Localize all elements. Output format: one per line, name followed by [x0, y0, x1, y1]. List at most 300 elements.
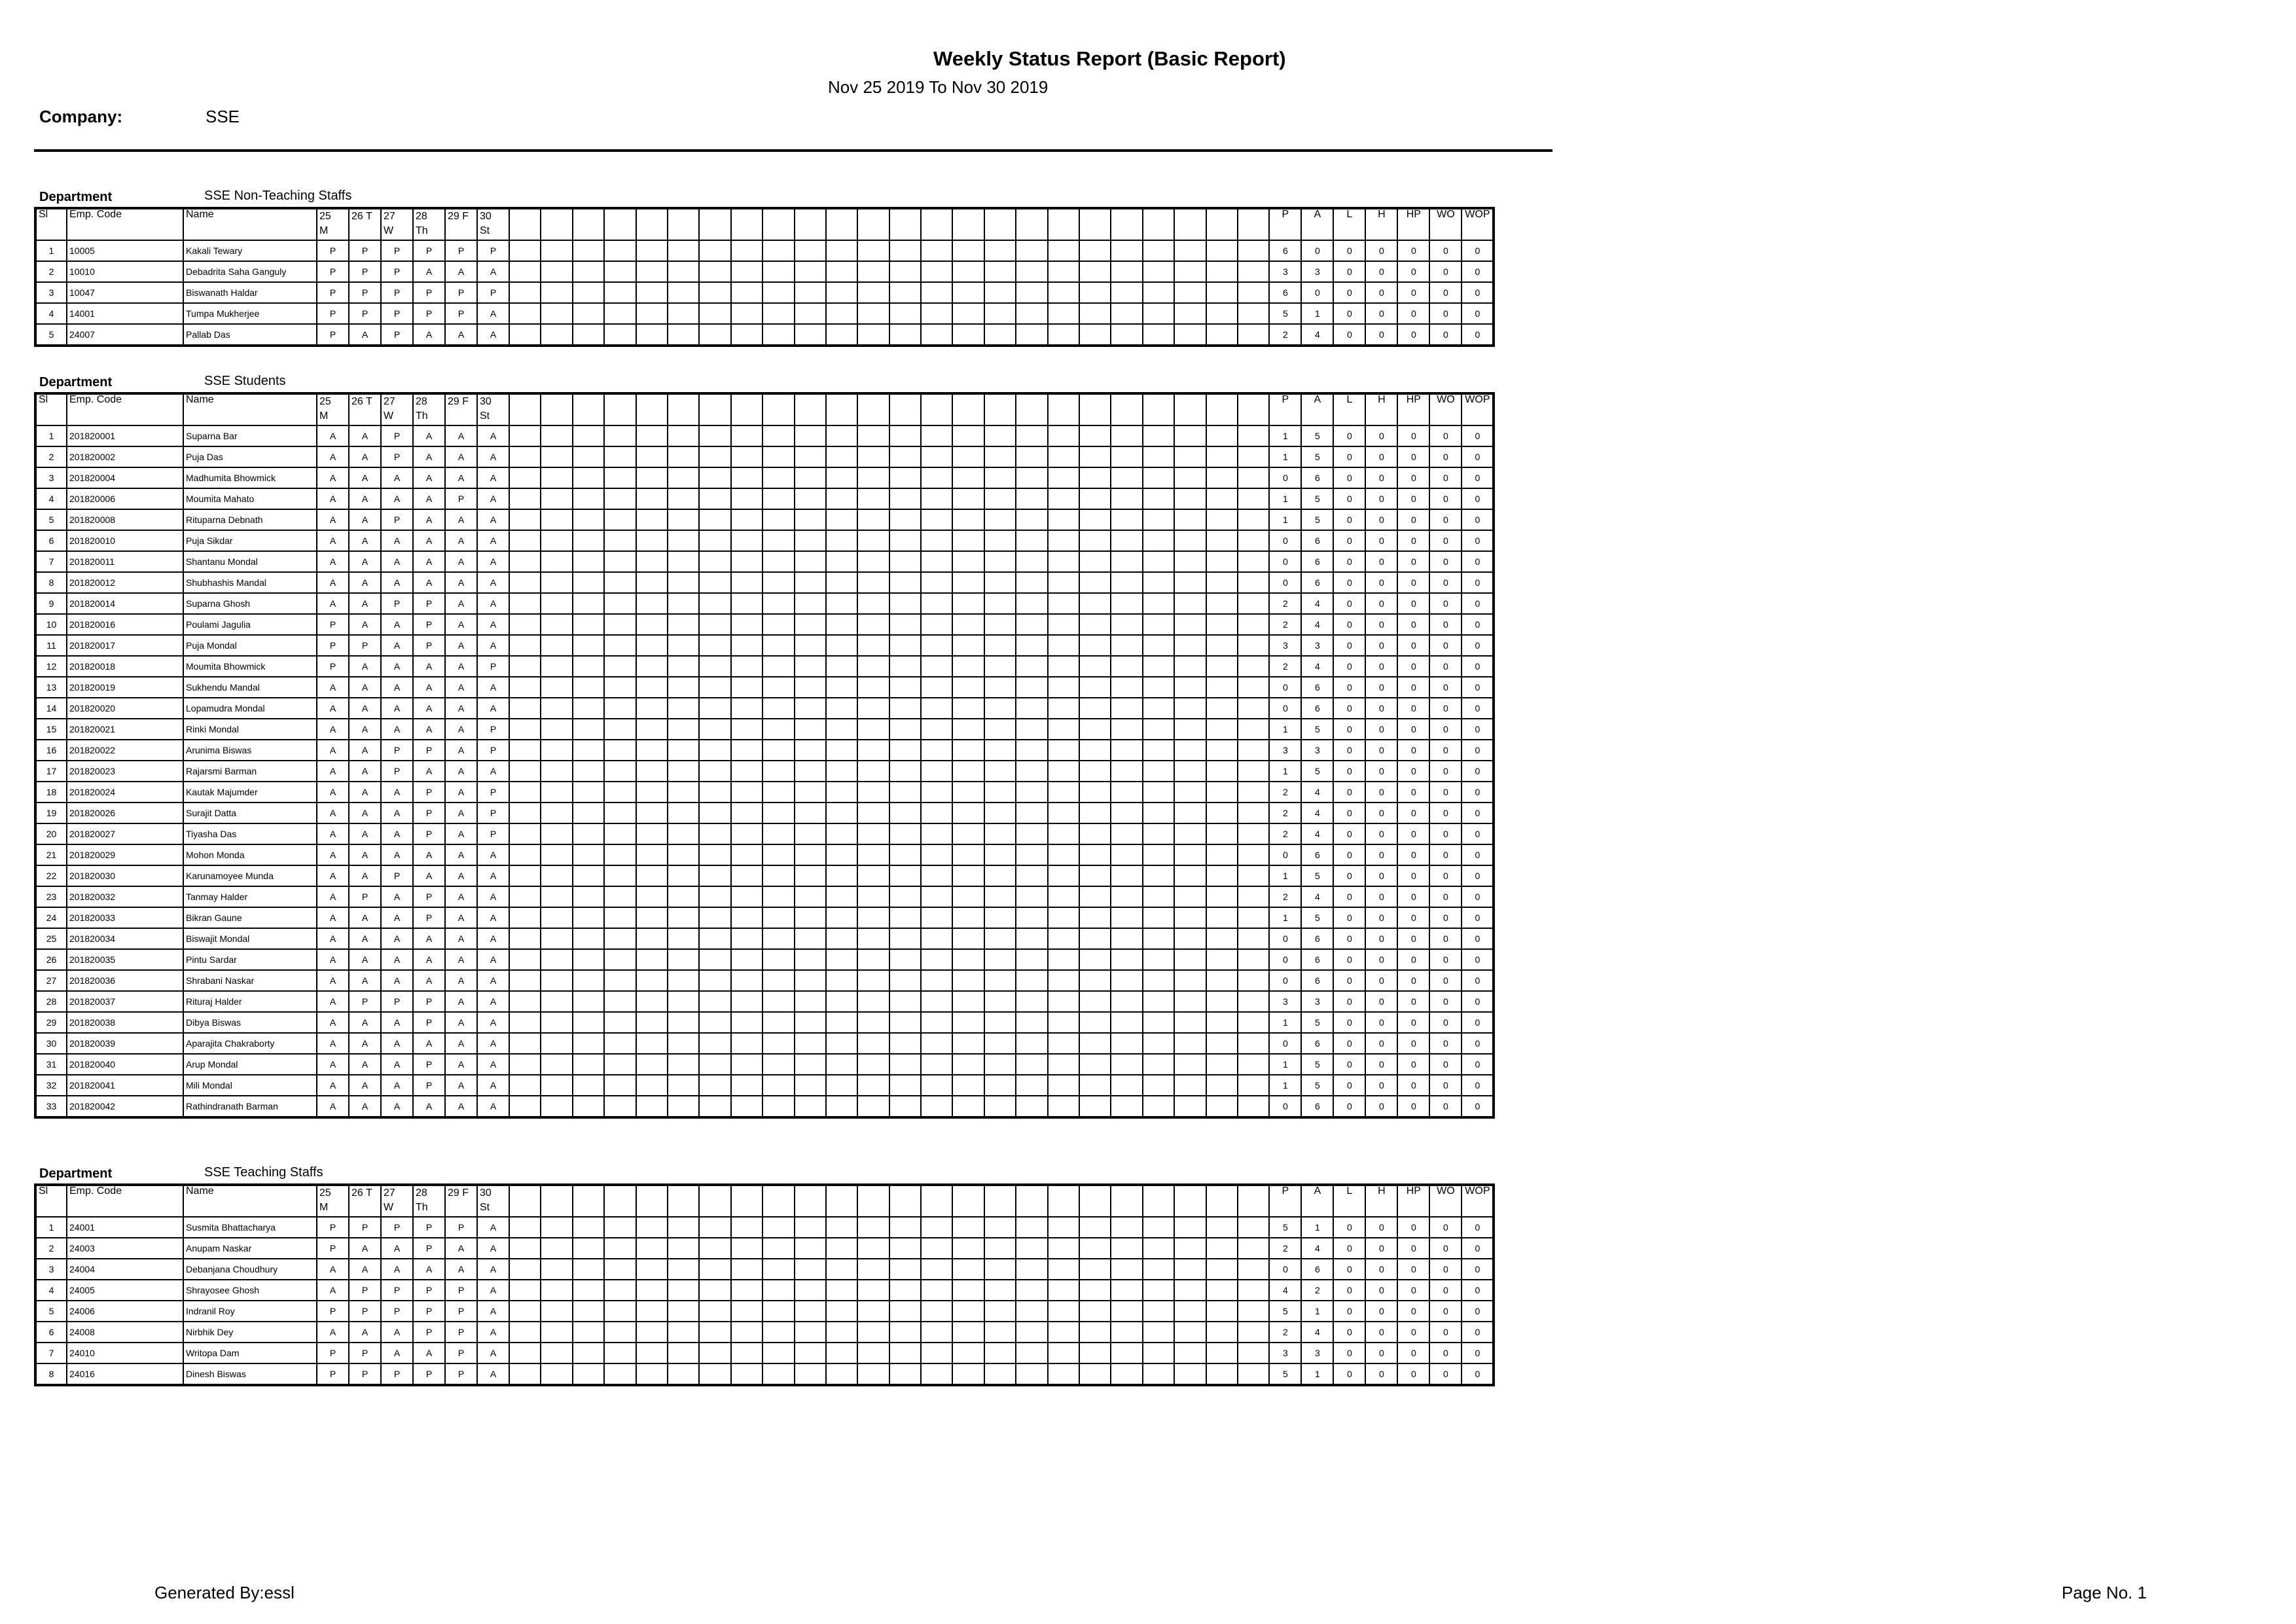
- cell-empty: [1206, 719, 1238, 740]
- header-day-date: 27: [384, 396, 395, 407]
- cell-empty: [795, 949, 826, 970]
- header-emp-code: Emp. Code: [67, 208, 183, 240]
- table-row: [35, 761, 1494, 782]
- cell-empty: [668, 698, 699, 719]
- cell-empty: [731, 593, 762, 614]
- table-row: [35, 1096, 1494, 1117]
- cell-name: Susmita Bhattacharya: [183, 1217, 317, 1238]
- cell-summary: 0: [1462, 1238, 1494, 1259]
- cell-empty: [636, 907, 668, 928]
- header-empty-cell: [826, 208, 857, 240]
- cell-empty: [762, 324, 794, 346]
- cell-empty: [1143, 282, 1174, 303]
- cell-empty: [1016, 991, 1047, 1012]
- cell-empty: [1048, 719, 1079, 740]
- cell-day-status: A: [413, 446, 445, 467]
- cell-day-status: A: [349, 761, 381, 782]
- cell-summary: 3: [1301, 635, 1333, 656]
- header-empty-cell: [731, 208, 762, 240]
- header-day-date: 25: [319, 211, 331, 222]
- cell-empty: [541, 530, 572, 551]
- cell-day-status: A: [349, 551, 381, 572]
- cell-empty: [952, 509, 984, 530]
- cell-day-status: A: [381, 1343, 413, 1363]
- cell-empty: [984, 1096, 1016, 1117]
- cell-day-status: P: [413, 1238, 445, 1259]
- cell-empty: [1143, 593, 1174, 614]
- cell-empty: [1079, 928, 1111, 949]
- cell-empty: [795, 551, 826, 572]
- cell-day-status: A: [349, 1033, 381, 1054]
- cell-day-status: A: [349, 593, 381, 614]
- cell-empty: [857, 467, 889, 488]
- cell-empty: [795, 572, 826, 593]
- cell-empty: [636, 446, 668, 467]
- cell-summary: 5: [1301, 865, 1333, 886]
- cell-summary: 0: [1429, 928, 1462, 949]
- cell-empty: [509, 1238, 541, 1259]
- cell-empty: [1016, 865, 1047, 886]
- cell-empty: [668, 1259, 699, 1280]
- cell-summary: 0: [1462, 865, 1494, 886]
- header-empty-cell: [541, 393, 572, 425]
- cell-empty: [573, 803, 604, 823]
- cell-day-status: P: [477, 803, 509, 823]
- cell-empty: [795, 614, 826, 635]
- cell-empty: [1111, 1012, 1142, 1033]
- cell-empty: [668, 1033, 699, 1054]
- cell-summary: 5: [1301, 761, 1333, 782]
- header-empty-cell: [1238, 208, 1269, 240]
- header-day-date: 25: [319, 396, 331, 407]
- cell-summary: 3: [1301, 261, 1333, 282]
- cell-empty: [573, 1075, 604, 1096]
- cell-day-status: P: [413, 782, 445, 803]
- cell-empty: [1206, 844, 1238, 865]
- cell-summary: 3: [1301, 1343, 1333, 1363]
- cell-empty: [604, 719, 636, 740]
- table-row: [35, 1033, 1494, 1054]
- cell-empty: [952, 823, 984, 844]
- cell-empty: [731, 446, 762, 467]
- cell-empty: [1174, 446, 1206, 467]
- cell-empty: [921, 425, 952, 446]
- cell-empty: [1143, 1217, 1174, 1238]
- cell-sl: 13: [35, 677, 67, 698]
- cell-day-status: P: [381, 303, 413, 324]
- cell-day-status: A: [317, 803, 349, 823]
- cell-day-status: A: [445, 991, 477, 1012]
- cell-empty: [1016, 949, 1047, 970]
- cell-empty: [1079, 635, 1111, 656]
- cell-empty: [1206, 1301, 1238, 1322]
- cell-day-status: A: [477, 551, 509, 572]
- cell-empty: [1238, 1343, 1269, 1363]
- cell-empty: [573, 572, 604, 593]
- cell-empty: [889, 928, 921, 949]
- cell-empty: [541, 1301, 572, 1322]
- cell-empty: [604, 970, 636, 991]
- cell-day-status: A: [445, 572, 477, 593]
- cell-emp-code: 201820033: [67, 907, 183, 928]
- cell-empty: [604, 886, 636, 907]
- cell-name: Sukhendu Mandal: [183, 677, 317, 698]
- cell-empty: [795, 1280, 826, 1301]
- cell-empty: [1206, 886, 1238, 907]
- cell-empty: [857, 509, 889, 530]
- header-empty-cell: [509, 208, 541, 240]
- cell-day-status: A: [445, 970, 477, 991]
- cell-empty: [731, 1363, 762, 1385]
- cell-empty: [509, 1217, 541, 1238]
- cell-empty: [952, 261, 984, 282]
- cell-empty: [889, 635, 921, 656]
- cell-empty: [573, 844, 604, 865]
- cell-summary: 0: [1397, 740, 1429, 761]
- cell-empty: [762, 928, 794, 949]
- cell-empty: [762, 572, 794, 593]
- table-row: [35, 949, 1494, 970]
- cell-summary: 0: [1333, 907, 1365, 928]
- cell-empty: [826, 740, 857, 761]
- cell-day-status: A: [445, 844, 477, 865]
- cell-empty: [731, 677, 762, 698]
- cell-empty: [1206, 761, 1238, 782]
- cell-summary: 0: [1365, 446, 1397, 467]
- cell-empty: [984, 1054, 1016, 1075]
- cell-empty: [1238, 530, 1269, 551]
- cell-empty: [762, 1075, 794, 1096]
- cell-emp-code: 201820022: [67, 740, 183, 761]
- cell-empty: [1238, 551, 1269, 572]
- cell-empty: [731, 1096, 762, 1117]
- cell-empty: [952, 1322, 984, 1343]
- cell-summary: 0: [1397, 509, 1429, 530]
- cell-empty: [1048, 1075, 1079, 1096]
- cell-empty: [699, 740, 730, 761]
- cell-empty: [636, 991, 668, 1012]
- cell-day-status: P: [413, 991, 445, 1012]
- cell-empty: [762, 844, 794, 865]
- cell-summary: 0: [1333, 240, 1365, 261]
- cell-summary: 0: [1462, 572, 1494, 593]
- cell-empty: [1048, 446, 1079, 467]
- cell-empty: [604, 907, 636, 928]
- header-empty-cell: [541, 1185, 572, 1217]
- cell-emp-code: 201820027: [67, 823, 183, 844]
- cell-empty: [509, 656, 541, 677]
- cell-day-status: A: [413, 677, 445, 698]
- cell-empty: [984, 467, 1016, 488]
- cell-name: Karunamoyee Munda: [183, 865, 317, 886]
- cell-day-status: A: [349, 1322, 381, 1343]
- cell-empty: [731, 261, 762, 282]
- cell-day-status: A: [317, 467, 349, 488]
- cell-empty: [826, 261, 857, 282]
- cell-empty: [921, 324, 952, 346]
- cell-empty: [889, 446, 921, 467]
- cell-day-status: A: [381, 949, 413, 970]
- cell-empty: [636, 488, 668, 509]
- cell-summary: 0: [1462, 803, 1494, 823]
- cell-summary: 0: [1365, 949, 1397, 970]
- cell-summary: 0: [1397, 844, 1429, 865]
- cell-summary: 0: [1365, 865, 1397, 886]
- cell-empty: [795, 467, 826, 488]
- cell-day-status: A: [317, 1075, 349, 1096]
- cell-empty: [1079, 949, 1111, 970]
- cell-empty: [1111, 635, 1142, 656]
- cell-day-status: P: [413, 303, 445, 324]
- cell-day-status: A: [413, 467, 445, 488]
- cell-empty: [668, 1096, 699, 1117]
- cell-empty: [1016, 240, 1047, 261]
- cell-empty: [1238, 324, 1269, 346]
- cell-empty: [1174, 719, 1206, 740]
- cell-summary: 4: [1301, 593, 1333, 614]
- cell-empty: [604, 865, 636, 886]
- cell-summary: 0: [1333, 467, 1365, 488]
- cell-empty: [889, 467, 921, 488]
- cell-day-status: A: [381, 551, 413, 572]
- cell-day-status: A: [413, 425, 445, 446]
- cell-empty: [541, 803, 572, 823]
- cell-summary: 0: [1333, 1075, 1365, 1096]
- cell-summary: 5: [1301, 719, 1333, 740]
- cell-day-status: A: [349, 488, 381, 509]
- cell-day-status: A: [381, 1096, 413, 1117]
- cell-empty: [889, 865, 921, 886]
- cell-summary: 0: [1365, 509, 1397, 530]
- cell-empty: [795, 823, 826, 844]
- cell-empty: [921, 261, 952, 282]
- cell-empty: [604, 1363, 636, 1385]
- cell-empty: [699, 1322, 730, 1343]
- cell-summary: 0: [1397, 803, 1429, 823]
- cell-day-status: P: [381, 865, 413, 886]
- cell-empty: [952, 782, 984, 803]
- cell-empty: [984, 282, 1016, 303]
- cell-empty: [1111, 551, 1142, 572]
- cell-summary: 1: [1269, 761, 1301, 782]
- cell-summary: 0: [1333, 991, 1365, 1012]
- cell-sl: 17: [35, 761, 67, 782]
- cell-empty: [826, 240, 857, 261]
- header-empty-cell: [699, 1185, 730, 1217]
- department-name: SSE Students: [204, 374, 286, 388]
- cell-day-status: P: [349, 1343, 381, 1363]
- cell-empty: [1079, 551, 1111, 572]
- cell-summary: 6: [1301, 677, 1333, 698]
- cell-empty: [573, 970, 604, 991]
- cell-empty: [541, 1012, 572, 1033]
- cell-day-status: P: [381, 261, 413, 282]
- header-empty-cell: [636, 393, 668, 425]
- cell-day-status: A: [381, 1238, 413, 1259]
- cell-empty: [1143, 803, 1174, 823]
- cell-empty: [1143, 1280, 1174, 1301]
- cell-empty: [857, 1075, 889, 1096]
- cell-summary: 0: [1397, 530, 1429, 551]
- cell-day-status: A: [381, 572, 413, 593]
- cell-empty: [1016, 844, 1047, 865]
- header-day: [349, 1185, 381, 1217]
- cell-day-status: P: [413, 282, 445, 303]
- cell-day-status: A: [349, 530, 381, 551]
- cell-summary: 0: [1365, 1096, 1397, 1117]
- cell-empty: [573, 907, 604, 928]
- cell-empty: [826, 928, 857, 949]
- cell-empty: [1079, 572, 1111, 593]
- cell-empty: [509, 467, 541, 488]
- cell-empty: [731, 1217, 762, 1238]
- cell-summary: 0: [1429, 1075, 1462, 1096]
- cell-summary: 0: [1397, 324, 1429, 346]
- table-row: [35, 677, 1494, 698]
- cell-empty: [541, 614, 572, 635]
- cell-empty: [509, 509, 541, 530]
- cell-empty: [952, 928, 984, 949]
- cell-name: Rathindranath Barman: [183, 1096, 317, 1117]
- cell-empty: [1143, 1054, 1174, 1075]
- cell-empty: [541, 782, 572, 803]
- cell-empty: [636, 509, 668, 530]
- cell-empty: [1238, 303, 1269, 324]
- cell-day-status: P: [413, 614, 445, 635]
- cell-day-status: A: [349, 614, 381, 635]
- cell-empty: [1206, 282, 1238, 303]
- cell-empty: [921, 446, 952, 467]
- cell-day-status: A: [381, 1322, 413, 1343]
- cell-empty: [795, 446, 826, 467]
- header-empty-cell: [573, 393, 604, 425]
- table-row: [35, 1301, 1494, 1322]
- header-empty-cell: [984, 1185, 1016, 1217]
- cell-name: Mohon Monda: [183, 844, 317, 865]
- cell-empty: [604, 425, 636, 446]
- cell-day-status: A: [413, 488, 445, 509]
- cell-empty: [1174, 761, 1206, 782]
- cell-summary: 0: [1333, 1301, 1365, 1322]
- header-summary: A: [1301, 393, 1333, 425]
- cell-empty: [731, 782, 762, 803]
- header-day-weekday: W: [384, 410, 394, 422]
- cell-summary: 0: [1397, 865, 1429, 886]
- cell-summary: 0: [1429, 907, 1462, 928]
- cell-empty: [1079, 593, 1111, 614]
- cell-empty: [826, 282, 857, 303]
- table-row: [35, 425, 1494, 446]
- header-day-weekday: W: [384, 1202, 394, 1213]
- cell-summary: 5: [1301, 907, 1333, 928]
- cell-day-status: A: [349, 865, 381, 886]
- cell-day-status: A: [477, 1322, 509, 1343]
- cell-empty: [984, 865, 1016, 886]
- cell-empty: [541, 1343, 572, 1363]
- cell-empty: [604, 509, 636, 530]
- cell-summary: 6: [1301, 1033, 1333, 1054]
- generated-by: Generated By:essl: [154, 1583, 295, 1602]
- cell-empty: [1016, 928, 1047, 949]
- cell-empty: [573, 240, 604, 261]
- cell-summary: 0: [1365, 1012, 1397, 1033]
- cell-empty: [509, 1012, 541, 1033]
- cell-empty: [952, 1075, 984, 1096]
- cell-emp-code: 201820039: [67, 1033, 183, 1054]
- cell-empty: [668, 740, 699, 761]
- cell-day-status: A: [381, 803, 413, 823]
- cell-empty: [541, 1238, 572, 1259]
- header-sl: Sl: [35, 208, 67, 240]
- header-empty-cell: [1048, 1185, 1079, 1217]
- cell-empty: [541, 488, 572, 509]
- cell-empty: [541, 865, 572, 886]
- cell-empty: [604, 803, 636, 823]
- table-row: [35, 844, 1494, 865]
- cell-sl: 9: [35, 593, 67, 614]
- cell-empty: [509, 1301, 541, 1322]
- cell-empty: [573, 551, 604, 572]
- cell-sl: 33: [35, 1096, 67, 1117]
- cell-empty: [762, 593, 794, 614]
- cell-empty: [1206, 1363, 1238, 1385]
- cell-name: Anupam Naskar: [183, 1238, 317, 1259]
- cell-empty: [1174, 635, 1206, 656]
- cell-empty: [952, 551, 984, 572]
- cell-empty: [573, 530, 604, 551]
- cell-empty: [636, 1343, 668, 1363]
- cell-summary: 0: [1365, 1033, 1397, 1054]
- table-row: [35, 261, 1494, 282]
- cell-day-status: P: [413, 740, 445, 761]
- cell-empty: [984, 1012, 1016, 1033]
- cell-summary: 0: [1429, 656, 1462, 677]
- cell-empty: [1206, 1075, 1238, 1096]
- cell-day-status: A: [349, 467, 381, 488]
- cell-empty: [1238, 1033, 1269, 1054]
- cell-empty: [1016, 1280, 1047, 1301]
- cell-summary: 0: [1462, 782, 1494, 803]
- cell-empty: [1143, 614, 1174, 635]
- cell-summary: 0: [1301, 282, 1333, 303]
- department-name: SSE Teaching Staffs: [204, 1165, 323, 1180]
- cell-empty: [857, 991, 889, 1012]
- cell-empty: [952, 761, 984, 782]
- cell-empty: [889, 823, 921, 844]
- cell-summary: 0: [1365, 1075, 1397, 1096]
- cell-summary: 0: [1462, 1259, 1494, 1280]
- cell-day-status: A: [445, 740, 477, 761]
- cell-empty: [668, 803, 699, 823]
- cell-empty: [921, 1033, 952, 1054]
- cell-summary: 1: [1269, 488, 1301, 509]
- cell-sl: 10: [35, 614, 67, 635]
- cell-day-status: A: [445, 614, 477, 635]
- cell-emp-code: 24016: [67, 1363, 183, 1385]
- cell-empty: [604, 282, 636, 303]
- cell-summary: 0: [1462, 282, 1494, 303]
- cell-emp-code: 201820023: [67, 761, 183, 782]
- cell-emp-code: 201820012: [67, 572, 183, 593]
- cell-empty: [1079, 865, 1111, 886]
- cell-empty: [921, 1054, 952, 1075]
- cell-empty: [1174, 261, 1206, 282]
- cell-empty: [699, 1075, 730, 1096]
- cell-day-status: A: [477, 303, 509, 324]
- cell-empty: [1206, 614, 1238, 635]
- cell-summary: 0: [1333, 446, 1365, 467]
- cell-summary: 0: [1397, 823, 1429, 844]
